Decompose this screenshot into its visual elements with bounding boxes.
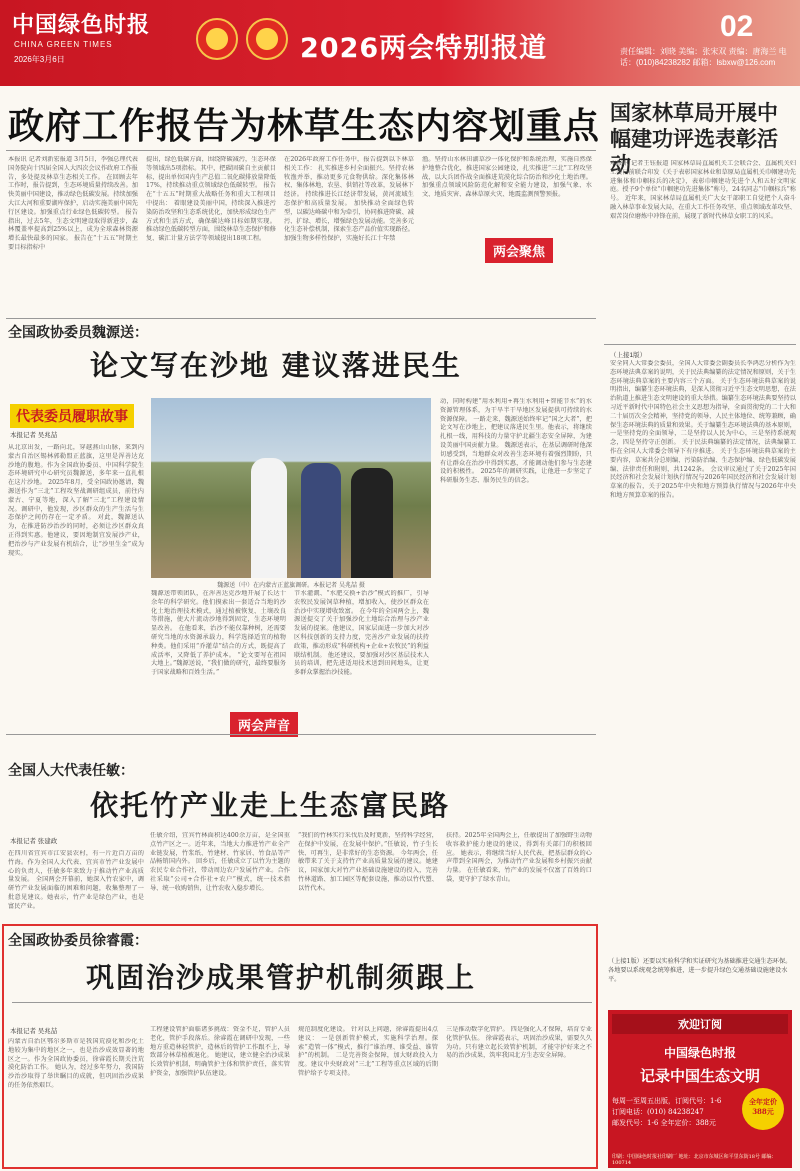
masthead xyxy=(0,0,800,86)
photo-caption: 魏源送（中）在内蒙古正蓝旗调研。本报记者 吴兆喆 摄 xyxy=(217,582,365,589)
divider xyxy=(6,150,596,151)
publication-date: 2026年3月6日 xyxy=(14,55,65,64)
divider xyxy=(6,734,596,735)
person-figure xyxy=(351,468,393,578)
article4-column-3: 规范制度化建设。 针对以上问题，徐睿霞提出4点建议： 一是创新管护模式，实施科学治理。探索“造管一体”模式，推行“谁治理、谁受益、谁管护”的机制。 二是完善资金保障，加大财政投入力度。建议中央财政对“三北”工程等重点区域的后期管护给予专项支持。 xyxy=(298,1026,438,1077)
sidebar-divider xyxy=(604,344,796,345)
article2-badge: 代表委员履职故事 xyxy=(10,404,134,428)
cppcc-emblem-icon xyxy=(246,18,288,60)
lead-column-3: 在2026年政府工作任务中，报告提到以下林草相关工作： 扎实推进乡村全面振兴。坚持农林牧渔并举，推动更多元食物供给。深化集体林权、集体林地，农垦、供销社等改革，发展林下经济。 持续推进长江经济带发展，黄河流域生态保护和高质量发展。 加快推动全面绿色转型，以碳达峰碳中和为牵引，协同推进降碳、减污、扩绿、增长，增强绿色发展动能。完善多元化生态补偿机制，探索生态产品价值实现路径。加强生物多样性保护，实施好长江十年禁 xyxy=(284,156,414,243)
article3-column-2: 任敏介绍，宜宾竹林面积达400余万亩，是全国重点竹产区之一。近年来，当地大力推进竹产业全产业链发展，竹浆纸、竹建材、竹家居、竹食品等产品畅销国内外。 回乡后，任敏成立了以竹为主题的农民专业合作社，带动周边农户发展竹产业。合作社采取“公司+合作社+农户”模式，统一技术指导、统一收购销售，让竹农收入稳步增长。 xyxy=(150,832,290,892)
ad-price-badge: 全年定价 388元 xyxy=(742,1088,784,1130)
sidebar-text-2: 安全同人大常委会委员，全国人大常委会副委员长李鸿忠分析作为生态环境法典草案的说明，关于民法典编纂的法定情况和原则，关于生态环境法典草案的主要内容三个方面。 关于生态环境法典草案的说明指出，编纂生态环境法典，是深入贯彻习近平生态文明思想，在法治轨道上推进生态文明建设的重大举措。编纂生态环境法典要坚持以习近平新时代中国特色社会主义思想为指导，全面贯彻党的二十大和二十届历次全会精神，坚持党的领导、人民主体地位、统筹兼顾，确保生态环境法典的质量和效果。关于编纂生态环境法典的基本原则，一是坚持党的全面领导，二是坚持以人民为中心，三是坚持系统观念，四是坚持守正创新。 关于民法典编纂的法定情况，法典编纂工作在全国人大常委会领导下有序推进。 关于生态环境法典草案的主要内容，草案共分总则编、污染防治编、生态保护编、绿色低碳发展编、法律责任和附则，共1242条。 会议审议通过了关于2025年国民经济和社会发展计划执行情况与2026年国民经济和社会发展计划草案的报告，关于2025年中央和地方预算执行情况与2026年中央和地方预算草案的报告。 xyxy=(610,360,796,499)
article4-column-4: 三是推动数字化管护。 四是强化人才保障，培育专业化管护队伍。 徐睿霞表示，巩固治沙成果，需要久久为功。只有建立起长效管护机制，才能守护好来之不易的治沙成果，筑牢我国北方生态安全屏障。 xyxy=(446,1026,592,1060)
ad-welcome: 欢迎订阅 xyxy=(612,1014,788,1034)
article4-column-2: 工程建设管护面临诸多挑战：资金不足，管护人员老化，管护手段落后。徐睿霞在调研中发现，一些地方重造林轻管护，造林后的管护工作跟不上，导致部分林草植被退化。 她建议，建立健全治沙成果长效管护机制，明确管护主体和管护责任，落实管护资金，加强管护队伍建设。 xyxy=(150,1026,290,1077)
sidebar-headline: 国家林草局开展中幅建功评选表彰活动 xyxy=(610,100,778,177)
newspaper-logo: 中国绿色时报 xyxy=(12,12,151,38)
article2-headline: 论文写在沙地 建议落进民生 xyxy=(90,349,462,382)
article3-column-4: 扶持。2025年全国两会上，任敏提出了加强野生动物收容救护能力建设的建议，得到有关部门的积极回应。 她表示，将继续当好人民代表，把基层群众的心声带到全国两会，为推动竹产业发展和乡村振兴贡献力量。 在任敏看来，竹产业的发展不仅富了百姓的口袋，更守护了绿水青山。 xyxy=(446,832,592,883)
article3-label: 全国人大代表任敏： xyxy=(8,763,134,779)
lead-headline: 政府工作报告为林草生态内容划重点 xyxy=(8,105,601,147)
page-number: 02 xyxy=(720,10,754,43)
article2-photo xyxy=(151,398,431,578)
article2-column-1: 从北京出发，一路向北，穿越燕山山脉，来到内蒙古自治区锡林郭勒盟正蓝旗，这里是浑善达克沙地的腹地。作为全国政协委员、中国科学院生态环境研究中心研究员魏源送，多年来一直扎根在这片沙地。 2025年8月，受全国政协邀请，魏源送作为“三北”工程攻坚战调研组成员，前往内蒙古、宁夏等地，深入了解“三北”工程建设情况。调研中，他发现，沙区群众的生产生活与生态保护之间仍存在一定矛盾。 对此，魏源送认为，在推进防沙治沙的同时，必须让沙区群众真正得到实惠。他建议，要因地制宜发展沙产业，把治沙与产业发展有机结合，让“沙里生金”成为现实。 xyxy=(8,444,144,557)
subscription-ad xyxy=(608,1010,792,1168)
article4-headline: 巩固治沙成果管护机制须跟上 xyxy=(86,961,477,994)
article3-column-1: 在四川省宜宾市江安县农村，有一片近百万亩的竹海。作为全国人大代表、宜宾市竹产业发展中心的负责人，任敏多年来致力于推动竹产业高质量发展。 全国两会开幕前，她深入竹农家中，调研竹产业发展面临的困难和问题，收集整理了一批意见建议。她表示，竹产业是绿色产业，也是富民产业。 xyxy=(8,850,144,910)
sidebar-note: （上接1版）还要以实验科学和实证研究为基础推进交通生态环保。各地要以系统观念统筹推进，进一步提升绿色交通基础设施建设水平。 xyxy=(608,958,792,983)
person-figure xyxy=(251,458,287,578)
editor-credits: 责任编辑：刘晓 美编：张宋双 责编：唐海兰 电话：(010)84238282 邮箱：lsbxw@126.com xyxy=(620,47,787,67)
article2-column-4: 动，同时构建“用水利用+再生水利用+智能节水”的水资源管理体系，为干旱半干旱地区发展提供可持续的水资源保障。 一路走来，魏源送始终牢记“国之大者”，把论文写在沙地上，把建议落进民生里。他表示，将继续扎根一线，用科技的力量守护北疆生态安全屏障，为建设美丽中国贡献力量。 魏源送表示，在基层调研时他深切感受到，当地群众对改善生态环境有着强烈期盼，只有让群众在治沙中得到实惠，才能调动他们参与生态建设的积极性。 2025年的调研实践，让他进一步坚定了科研服务生态、服务民生的信念。 xyxy=(440,398,592,485)
national-emblem-icon xyxy=(196,18,238,60)
ad-info-1: 每周一至周五出版，订阅代号：1-6 xyxy=(612,1097,722,1105)
article3-column-3: “我们的竹林实行采伐后及时更新，坚持科学经营，在保护中发展，在发展中保护。”任敏说，竹子生长快、可再生，是非常好的生态资源。 今年两会，任敏带来了关于支持竹产业高质量发展的建议。她建议，国家加大对竹产业基础设施建设的投入，完善竹林道路、加工园区等配套设施，推动以竹代塑、以竹代木。 xyxy=(298,832,438,892)
article3-banner: 两会声音 xyxy=(230,712,298,737)
lead-column-4: 渔。坚持山水林田湖草沙一体化保护和系统治理，实施自然保护地整合优化，推进国家公园建设，扎实推进“三北”工程攻坚战，以大兵团作战全面推进荒漠化综合防治和沙化土地治理。 加强重点领域风险防范化解和安全能力建设，加强气象、水文、地质灾害、森林草原火灾、地震监测预警预报。 xyxy=(422,156,592,199)
sidebar-text-1: 本报讯 记者王钰报道 国家林草局直属机关工会联合会、直属机关妇工委日前联合印发《关于表彰国家林业和草原局直属机关巾帼建功先进集体和巾帼标兵的决定》，表彰巾帼建功先进个人和五好文明家庭。授予9个单位“巾帼建功先进集体”称号，24名同志“巾帼标兵”称号。 近年来，国家林草局直属机关广大女干部职工自觉把个人奋斗融入林草事业发展大局，在重大工作任务攻坚、重点领域改革攻坚、艰苦岗位磨炼中冲锋在前，展现了新时代林草女职工的风采。 xyxy=(610,160,796,220)
ad-info-2: 订阅电话：(010) 84238247 xyxy=(612,1108,704,1116)
article4-byline: 本报记者 吴兆喆 xyxy=(10,1028,58,1035)
article2-column-3: 节水灌溉、“水肥交换+治沙”模式的推广，引导农牧民发展饲草种植，增加收入，使沙区群众在治沙中实现增收致富。 在今年的全国两会上，魏源送提交了关于加强沙化土地综合治理与沙产业发展的提案。他建议，国家层面进一步加大对沙区科技创新的支持力度，完善沙产业发展的扶持政策，推动形成“科研机构+企业+农牧民”的利益联结机制。 他还建议，要加强对沙区基层技术人员的培训，把先进适用技术送到田间地头，让更多群众掌握治沙技能。 xyxy=(294,590,429,677)
article4-column-1: 内蒙古自治区鄂尔多斯市是我国荒漠化和沙化土地较为集中的地区之一，也是治沙成效显著的地区之一。作为全国政协委员，徐睿霞长期关注荒漠化防治工作。 她认为，经过多年努力，我国防沙治沙取得了举世瞩目的成就，但巩固治沙成果的任务依然艰巨。 xyxy=(8,1038,144,1089)
ad-info-3: 邮发代号：1-6 全年定价：388元 xyxy=(612,1119,716,1127)
sidebar-tag: （上接1版） xyxy=(610,352,647,359)
ad-logo: 中国绿色时报 xyxy=(663,1046,736,1060)
article3-headline: 依托竹产业走上生态富民路 xyxy=(90,789,451,822)
divider xyxy=(12,1002,592,1003)
article2-label: 全国政协委员魏源送： xyxy=(8,325,148,341)
lead-banner: 两会聚焦 xyxy=(485,238,553,263)
lead-column-1: 本报讯 记者刘新宏报道 3月5日，李强总理代表国务院向十四届全国人大四次会议作政府工作报告，多处提及林草生态相关工作。 在回顾去年工作时，报告提到，生态环境质量持续改善。加快美丽中国建设，推动绿色低碳发展。持续加强大江大河和重要湖库保护，启动实施美丽中国先行区建设。加强重点行业绿色低碳转型。 报告指出，过去5年，生态文明建设取得新进步，森林覆盖率提高到25%以上，成为全球森林资源增长最快最多的国家。 报告在“十五五”时期主要目标指标中 xyxy=(8,156,138,251)
divider xyxy=(6,318,596,319)
special-report-title: 2026两会特别报道 xyxy=(300,33,548,64)
ad-slogan: 记录中国生态文明 xyxy=(639,1067,760,1085)
article3-byline: 本报记者 张建政 xyxy=(10,838,58,845)
article2-column-2: 魏源送带领团队，在浑善达克沙地开展了长达十余年的科学研究。他们摸索出一套适合当地的沙化土地治理技术模式，通过植被恢复、土壤改良等措施，使大片流动沙地得到固定，生态环境明显改善。 在他看来，治沙不能仅靠种树，还需要研究当地的水资源承载力，科学选择适宜的植物种类。他们采用“乔灌草”结合的方式，既提高了成活率，又降低了养护成本。 “论文要写在祖国大地上。”魏源送说，“我们做的研究，最终要服务于国家战略和百姓生活。” xyxy=(151,590,286,677)
newspaper-logo-en: CHINA GREEN TIMES xyxy=(14,40,113,49)
lead-column-2: 提出，绿色低碳方面，围绕降碳减污，生态环保等领域出5项指标。其中，把碳固碳自主贡献目标，提出单位国内生产总值二氧化碳排放量降低17%，持续推动重点领域绿色低碳转型。 报告在“十五五”时期重大战略任务和重大工程项目中提出： 着眼建设美丽中国，持续深入推进污染防治攻坚和生态系统优化，加快形成绿色生产方式和生活方式，确保碳达峰目标如期实现。 推动绿色低碳转型方面，围绕林草生态保护和修复、碳汇计量方法学等领域提出18项工程。 xyxy=(146,156,276,243)
ad-footer: 印刷：中国绿色时报社印刷厂 地址：北京市东城区和平里东街18号 邮编：100714 xyxy=(612,1154,777,1166)
article2-byline: 本报记者 吴兆喆 xyxy=(10,432,58,439)
person-figure xyxy=(301,463,341,578)
article4-label: 全国政协委员徐睿霞： xyxy=(8,933,148,949)
